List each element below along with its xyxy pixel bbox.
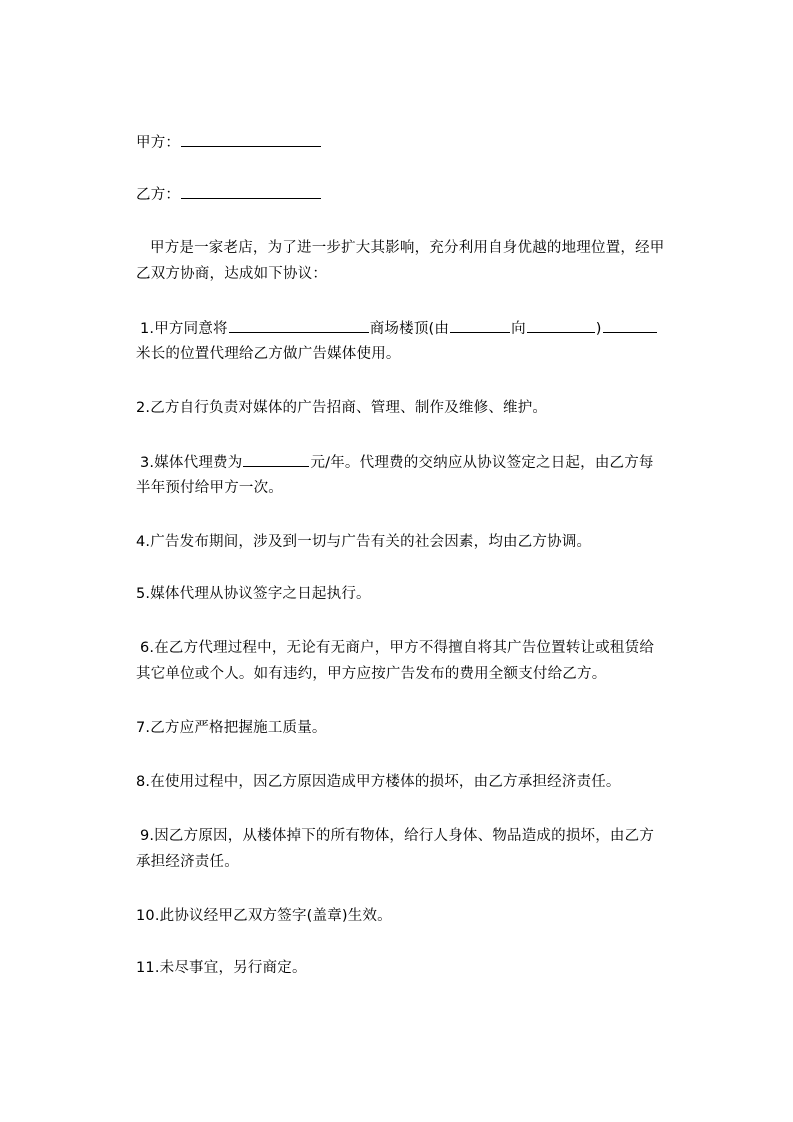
party-a-blank [181, 132, 321, 147]
clause-11: 11.未尽事宜，另行商定。 [136, 960, 307, 976]
clause-3-text-a: 3.媒体代理费为 [140, 455, 243, 471]
clause-1-text-a: 1.甲方同意将 [140, 321, 228, 337]
clause-2: 2.乙方自行负责对媒体的广告招商、管理、制作及维修、维护。 [136, 400, 548, 416]
clause-3-blank-fee [243, 452, 309, 467]
party-b-line [136, 184, 700, 205]
clause-7: 7.乙方应严格把握施工质量。 [136, 720, 327, 736]
party-a-label: 甲方： [136, 135, 181, 151]
clause-6-line-2: 其它单位或个人。如有违约，甲方应按广告发布的费用全额支付给乙方。 [136, 666, 607, 682]
clause-5: 5.媒体代理从协议签字之日起执行。 [136, 586, 371, 602]
party-b-label: 乙方： [136, 187, 181, 203]
clause-3-line-1 [140, 452, 704, 473]
clause-1-text-d: ) [595, 321, 602, 337]
clause-1-blank-to [527, 318, 595, 333]
clause-1-line-2: 米长的位置代理给乙方做广告媒体使用。 [136, 346, 401, 362]
clause-6-line-1: 6.在乙方代理过程中，无论有无商户，甲方不得擅自将其广告位置转让或租赁给 [140, 640, 655, 656]
clause-4: 4.广告发布期间，涉及到一切与广告有关的社会因素，均由乙方协调。 [136, 534, 592, 550]
clause-8: 8.在使用过程中，因乙方原因造成甲方楼体的损坏，由乙方承担经济责任。 [136, 774, 621, 790]
clause-1-blank-from [450, 318, 510, 333]
clause-3-line-2: 半年预付给甲方一次。 [136, 480, 283, 496]
party-a-line [136, 132, 700, 153]
clause-1-text-c: 向 [511, 321, 526, 337]
clause-3-text-b: 元/年。代理费的交纳应从协议签定之日起，由乙方每 [310, 455, 654, 471]
clause-9-line-1: 9.因乙方原因，从楼体掉下的所有物体，给行人身体、物品造成的损坏，由乙方 [140, 828, 655, 844]
clause-1-text-b: 商场楼顶(由 [369, 321, 450, 337]
intro-line-1: 甲方是一家老店，为了进一步扩大其影响，充分利用自身优越的地理位置，经甲 [150, 240, 665, 256]
party-b-blank [181, 184, 321, 199]
clause-1-line-1 [140, 318, 704, 339]
clause-1-blank-length [603, 318, 657, 333]
clause-10: 10.此协议经甲乙双方签字(盖章)生效。 [136, 908, 392, 924]
clause-1-blank-location [229, 318, 369, 333]
clause-9-line-2: 承担经济责任。 [136, 854, 239, 870]
intro-line-2: 乙双方协商，达成如下协议： [136, 266, 328, 282]
